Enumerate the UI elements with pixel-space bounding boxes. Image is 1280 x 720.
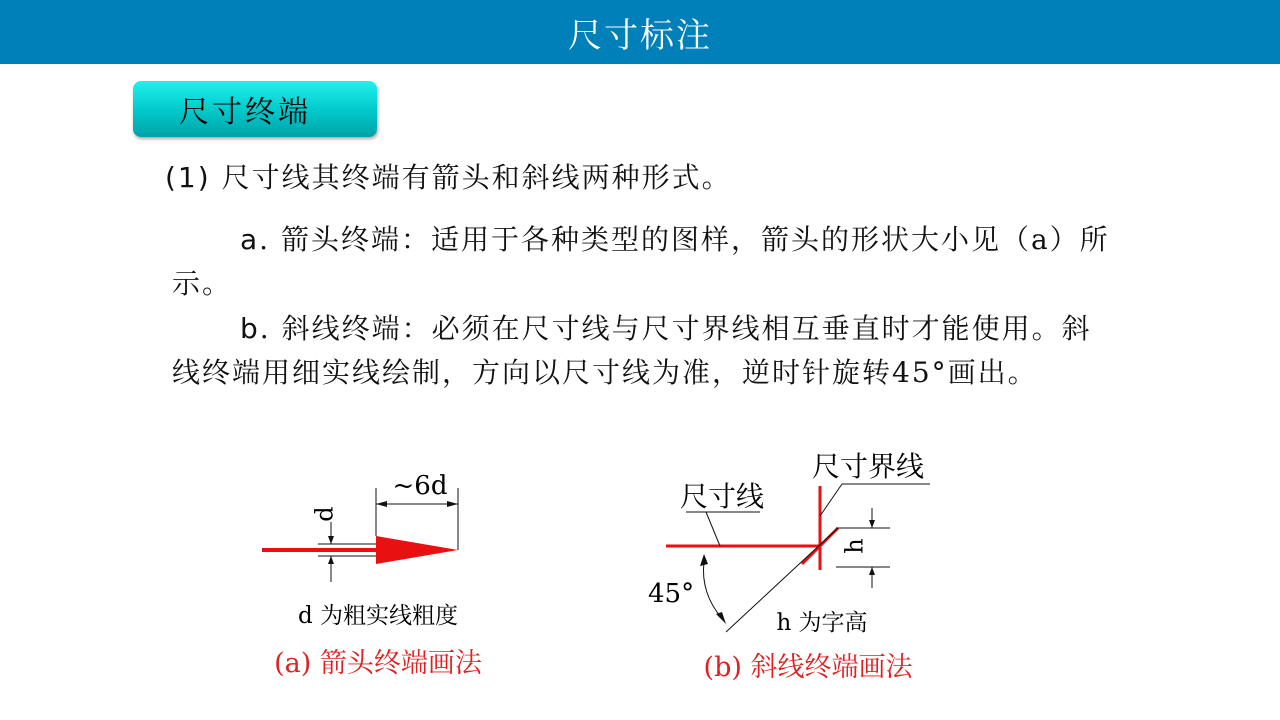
h-arrow-bottom — [869, 567, 875, 575]
figure-b-caption: (b) 斜线终端画法 — [703, 652, 913, 683]
figure-a-note: d 为粗实线粗度 — [297, 603, 459, 629]
d-arrow-bottom — [328, 556, 334, 564]
leader-extension-line — [820, 484, 842, 516]
arrowhead — [376, 536, 458, 564]
h-label: h — [840, 538, 869, 554]
page-title: 尺寸标注 — [568, 15, 712, 56]
paragraph-1-text: 尺寸线其终端有箭头和斜线两种形式。 — [210, 161, 732, 194]
label-extension-line: 尺寸界线 — [812, 450, 925, 483]
angle-arc — [703, 562, 722, 618]
angle-arrow-bottom — [716, 612, 726, 624]
figure-a — [262, 471, 483, 679]
paragraph-arrow-text: . 箭头终端：适用于各种类型的图样，箭头的形状大小见（a）所示。 — [172, 223, 1110, 300]
paragraph-slash-text: . 斜线终端：必须在尺寸线与尺寸界线相互垂直时才能使用。斜线终端用细实线绘制，方向以尺寸线为准，逆时针旋转45°画出。 — [172, 312, 1092, 389]
paragraph-slash-label: b — [240, 312, 260, 345]
figure-a-caption: (a) 箭头终端画法 — [274, 648, 482, 679]
figure-b — [648, 450, 930, 683]
h-arrow-top — [869, 520, 875, 528]
paragraph-arrow-label: a — [240, 223, 260, 256]
angle-arrow-top — [700, 554, 708, 566]
section-tag-label: 尺寸终端 — [179, 95, 311, 130]
angle-label: 45° — [648, 579, 695, 609]
d-label: d — [310, 506, 339, 522]
label-dimension-line: 尺寸线 — [680, 480, 765, 513]
length-label: ~6d — [392, 471, 448, 501]
length-arrow-left — [376, 501, 387, 507]
length-arrow-right — [447, 501, 458, 507]
figure-b-note: h 为字高 — [776, 610, 868, 636]
paragraph-1-number: (1) — [165, 161, 211, 194]
d-arrow-top — [328, 536, 334, 544]
leader-dimension-line — [706, 512, 720, 546]
